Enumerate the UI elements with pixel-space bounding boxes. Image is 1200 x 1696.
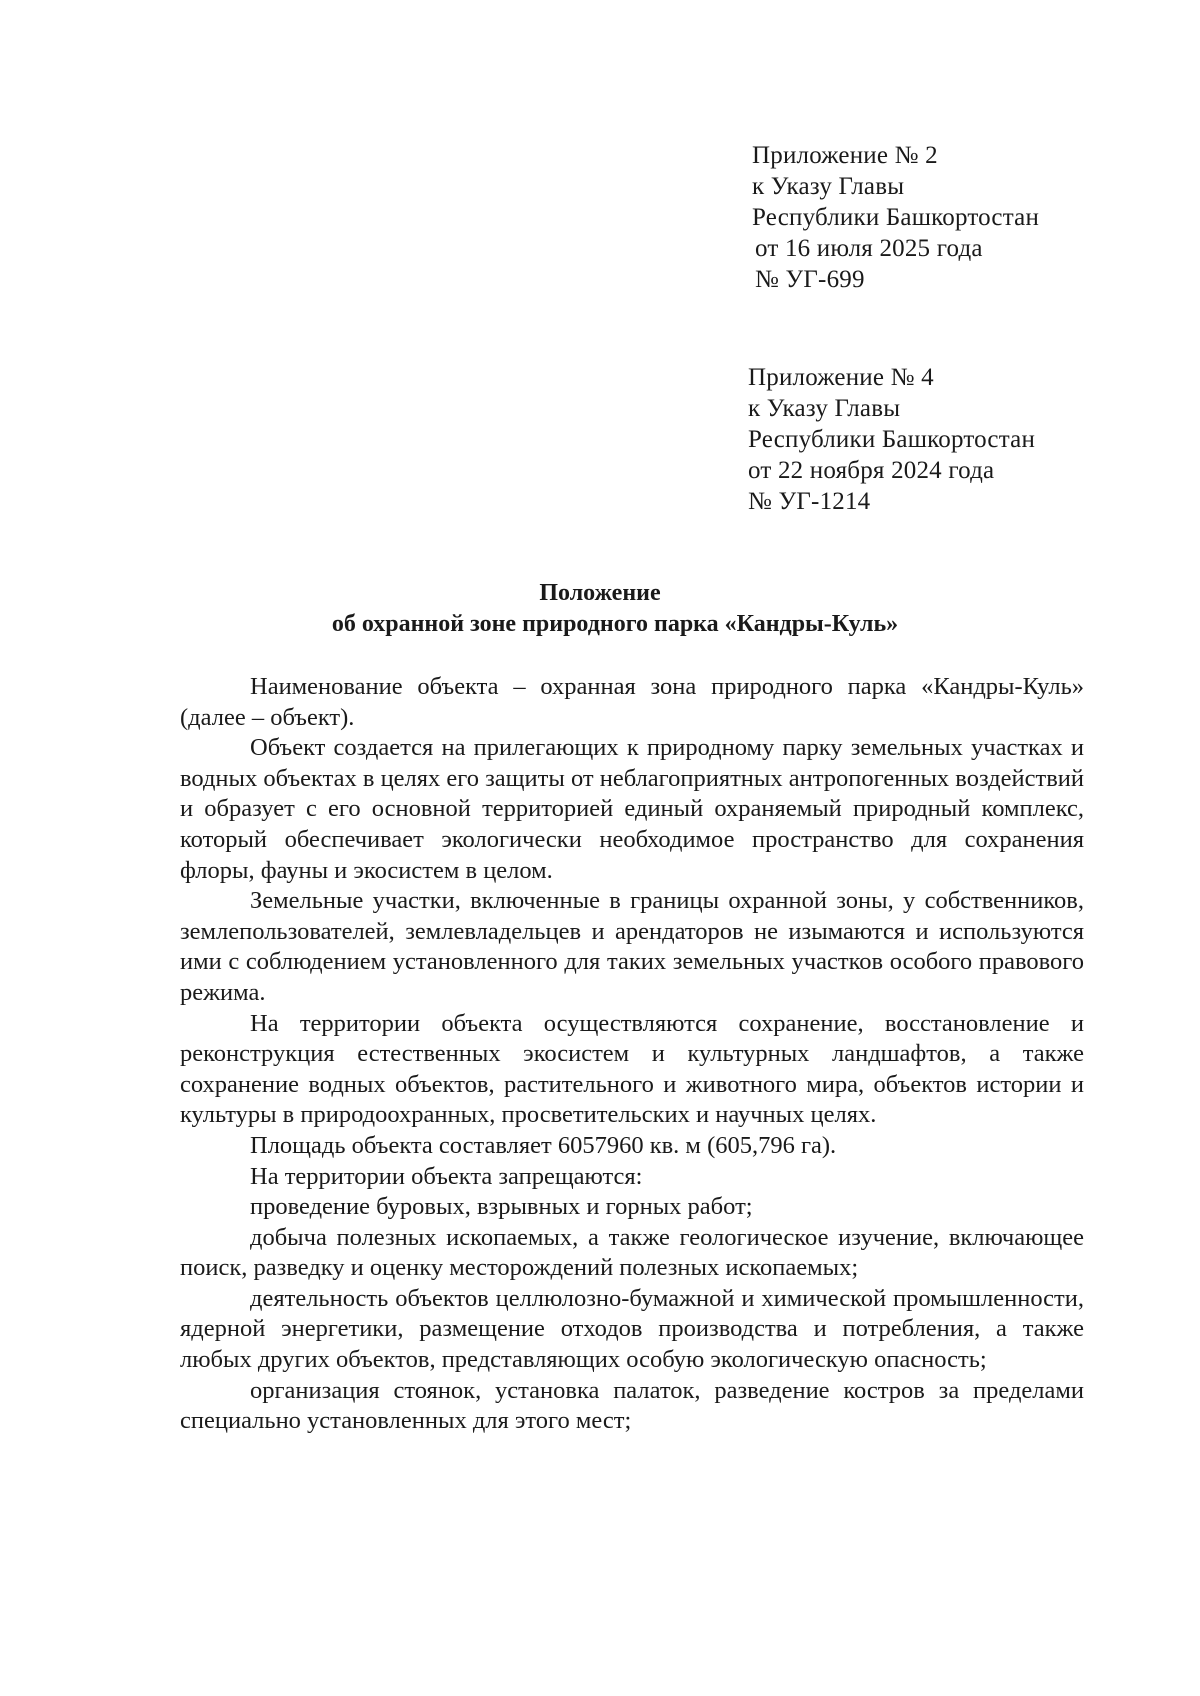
- paragraph-9: деятельность объектов целлюлозно-бумажной и химической промышленности, ядерной энергетики, размещение отходов производства и потребления, а также любых других объектов, представляющих особую экологическую опасность;: [180, 1284, 1084, 1374]
- appendix-2-header: [752, 140, 1039, 295]
- paragraph-10: организация стоянок, установка палаток, разведение костров за пределами специально установленных для этого мест;: [180, 1376, 1084, 1435]
- paragraph-8: добыча полезных ископаемых, а также геологическое изучение, включающее поиск, разведку и оценку месторождений полезных ископаемых;: [180, 1223, 1084, 1282]
- appendix-2-decree-ref: к Указу Главы: [752, 173, 905, 200]
- appendix-2-republic: Республики Башкортостан: [752, 204, 1040, 231]
- paragraph-2: Объект создается на прилегающих к природному парку земельных участках и водных объектах в целях его защиты от неблагоприятных антропогенных воздействий и образует с его основной территорией единый охраняемый природный комплекс, который обеспечивает экологически необходимое пространство для сохранения флоры, фауны и экосистем в целом.: [180, 734, 1084, 884]
- appendix-4-decree-number: № УГ-1214: [748, 488, 871, 515]
- document-body: [180, 672, 1084, 1437]
- title-line-2: об охранной зоне природного парка «Кандры-Куль»: [331, 611, 899, 637]
- paragraph-4: На территории объекта осуществляются сохранение, восстановление и реконструкция естественных экосистем и культурных ландшафтов, а также сохранение водных объектов, растительного и животного мира, объектов истории и культуры в природоохранных, просветительских и научных целях.: [180, 1009, 1084, 1129]
- paragraph-7: проведение буровых, взрывных и горных работ;: [250, 1193, 753, 1221]
- paragraph-6: На территории объекта запрещаются:: [250, 1162, 643, 1190]
- appendix-2-number: Приложение № 2: [752, 142, 938, 169]
- paragraph-1: Наименование объекта – охранная зона природного парка «Кандры-Куль» (далее – объект).: [180, 673, 1084, 731]
- paragraph-5: Площадь объекта составляет 6057960 кв. м (605,796 га).: [250, 1131, 837, 1159]
- appendix-4-number: Приложение № 4: [748, 364, 934, 391]
- appendix-4-header: [748, 362, 1035, 517]
- appendix-2-decree-number: № УГ-699: [755, 266, 865, 293]
- paragraph-3: Земельные участки, включенные в границы охранной зоны, у собственников, землепользователей, землевладельцев и арендаторов не изымаются и используются ими с соблюдением установленного для таких земельных участков особого правового режима.: [180, 887, 1084, 1006]
- appendix-4-date: от 22 ноября 2024 года: [748, 457, 995, 484]
- appendix-4-decree-ref: к Указу Главы: [748, 395, 901, 422]
- appendix-4-republic: Республики Башкортостан: [748, 426, 1036, 453]
- appendix-2-date: от 16 июля 2025 года: [755, 235, 983, 262]
- title-line-1: Положение: [539, 580, 661, 606]
- document-title: [0, 578, 1200, 640]
